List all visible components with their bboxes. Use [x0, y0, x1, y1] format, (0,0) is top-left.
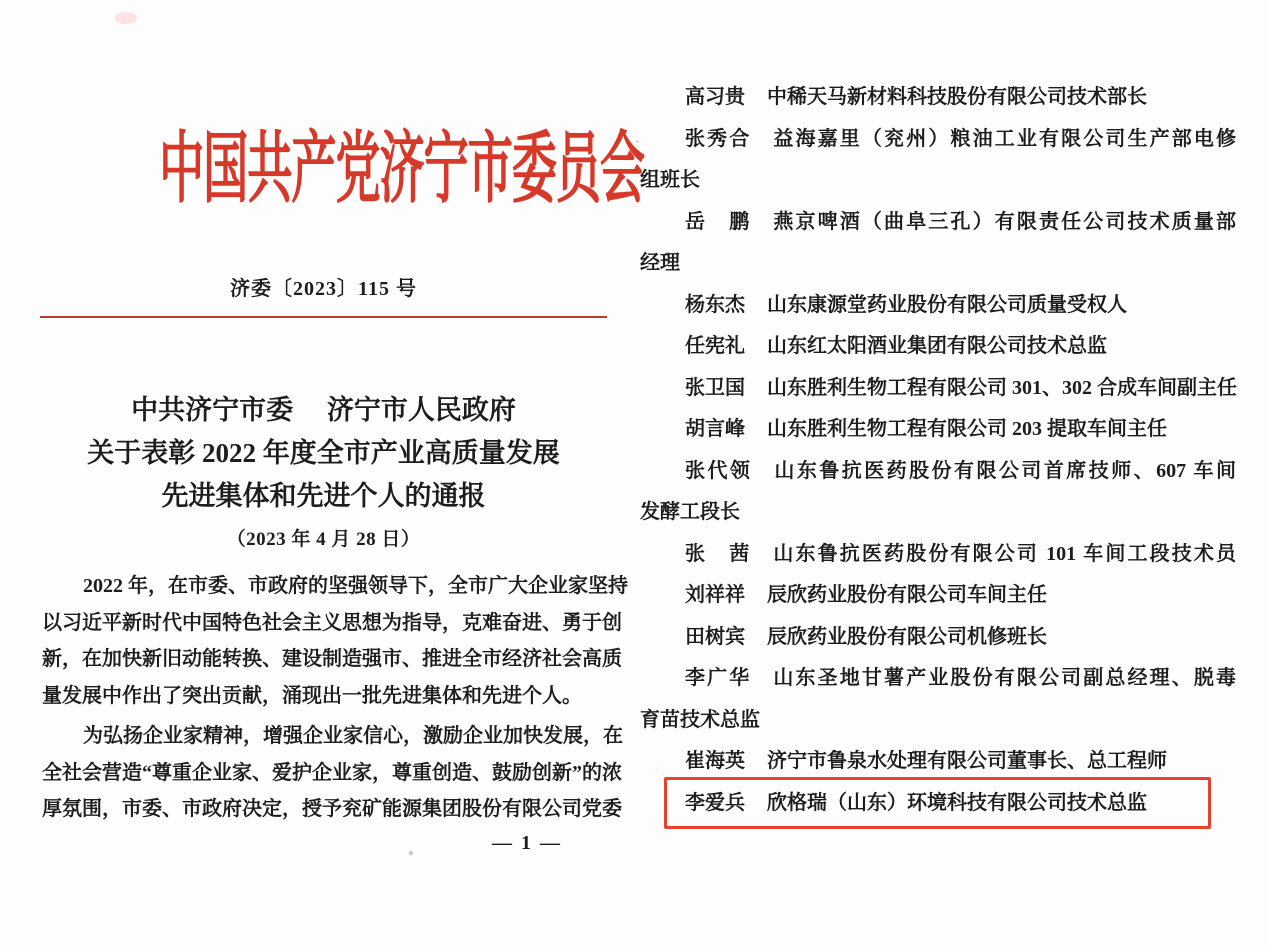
awardee-title: 中稀天马新材料科技股份有限公司技术部长 — [767, 86, 1147, 108]
awardee-name: 刘祥祥 — [685, 584, 745, 606]
body-line: 2022 年，在市委、市政府的坚强领导下，全市广大企业家坚持 — [83, 575, 628, 597]
awardee-title: 欣格瑞（山东）环境科技有限公司技术总监 — [767, 791, 1147, 814]
award-entry — [640, 368, 1236, 410]
awardee-title: 育苗技术总监 — [640, 708, 760, 731]
awardee-title: 山东胜利生物工程有限公司 301、302 合成车间副主任 — [767, 376, 1237, 399]
awardee-title: 组班长 — [640, 169, 700, 191]
body-line: 以习近平新时代中国特色社会主义思想为指导，克难奋进、勇于创 — [42, 611, 622, 634]
body-line: 新，在加快新旧动能转换、建设制造强市、推进全市经济社会高质 — [42, 648, 622, 671]
awardee-title: 山东鲁抗医药股份有限公司 101 车间工段技术员 — [773, 542, 1237, 565]
body-line: 量发展中作出了突出贡献，涌现出一批先进集体和先进个人。 — [42, 684, 582, 707]
award-entry-continuation — [640, 243, 1236, 285]
document-title — [40, 389, 607, 556]
awardee-title: 经理 — [640, 252, 680, 274]
awardee-title: 山东康源堂药业股份有限公司质量受权人 — [767, 293, 1127, 316]
awardee-name: 岳 鹏 — [685, 210, 752, 233]
scan-artifact — [115, 12, 137, 24]
award-entry-continuation — [640, 160, 1236, 202]
page-number: — 1 — — [492, 832, 562, 854]
awardee-name: 胡言峰 — [685, 418, 745, 440]
award-entry — [640, 409, 1236, 451]
awardee-name: 张秀合 — [685, 127, 752, 150]
document-date: （2023 年 4 月 28 日） — [226, 529, 421, 550]
award-entry — [640, 617, 1236, 659]
awardee-title: 山东红太阳酒业集团有限公司技术总监 — [767, 335, 1107, 357]
scan-artifact — [409, 851, 413, 855]
awardee-name: 张代领 — [685, 459, 753, 482]
issuing-org-header: 中国共产党济宁市委员会 — [159, 125, 644, 212]
awardee-title: 发酵工段长 — [640, 501, 740, 523]
award-entry — [640, 77, 1236, 119]
award-entry — [640, 575, 1236, 617]
awardee-title: 辰欣药业股份有限公司车间主任 — [767, 584, 1047, 606]
body-line: 为弘扬企业家精神，增强企业家信心，激励企业加快发展，在 — [83, 725, 623, 747]
awardee-name: 李广华 — [685, 667, 752, 689]
body-line: 厚氛围，市委、市政府决定，授予兖矿能源集团股份有限公司党委 — [42, 798, 622, 821]
document-number: 济委〔2023〕115 号 — [230, 278, 417, 300]
title-line-1: 中共济宁市委 济宁市人民政府 — [131, 395, 516, 425]
awardee-title: 益海嘉里（兖州）粮油工业有限公司生产部电修 — [773, 127, 1237, 150]
awardee-name: 张卫国 — [685, 376, 745, 399]
awardee-name: 高习贵 — [685, 86, 745, 108]
highlight-box — [664, 777, 1211, 829]
awardee-name: 杨东杰 — [685, 293, 745, 316]
award-entry — [640, 451, 1236, 493]
awardee-name: 李爱兵 — [685, 791, 745, 814]
award-entry — [640, 285, 1236, 327]
awardee-name: 崔海英 — [685, 750, 745, 772]
award-entry-continuation — [640, 700, 1236, 742]
awardee-name: 张 茜 — [685, 542, 752, 565]
body-paragraph-1 — [42, 568, 628, 714]
awardee-title: 辰欣药业股份有限公司机修班长 — [767, 625, 1047, 648]
award-entry — [640, 326, 1236, 368]
awardee-title: 山东胜利生物工程有限公司 203 提取车间主任 — [767, 418, 1167, 440]
award-entry — [640, 202, 1236, 244]
award-entry — [640, 119, 1236, 161]
awardee-title: 山东鲁抗医药股份有限公司首席技师、607 车间 — [774, 459, 1237, 482]
award-entry — [640, 534, 1236, 576]
award-entry-continuation — [640, 492, 1236, 534]
scan-artifact — [636, 140, 639, 143]
right-page-award-list — [640, 77, 1236, 824]
awardee-title: 燕京啤酒（曲阜三孔）有限责任公司技术质量部 — [773, 210, 1237, 233]
awardee-title: 济宁市鲁泉水处理有限公司董事长、总工程师 — [767, 750, 1167, 772]
title-line-3: 先进集体和先进个人的通报 — [161, 481, 486, 511]
awardee-title: 山东圣地甘薯产业股份有限公司副总经理、脱毒 — [773, 667, 1237, 689]
title-line-2: 关于表彰 2022 年度全市产业高质量发展 — [87, 438, 560, 468]
awardee-name: 田树宾 — [685, 625, 745, 648]
body-paragraph-2 — [42, 718, 623, 828]
award-entry — [640, 658, 1236, 700]
red-divider-line — [40, 316, 607, 318]
body-line: 全社会营造“尊重企业家、爱护企业家，尊重创造、鼓励创新”的浓 — [42, 761, 622, 784]
awardee-name: 任宪礼 — [685, 335, 745, 357]
